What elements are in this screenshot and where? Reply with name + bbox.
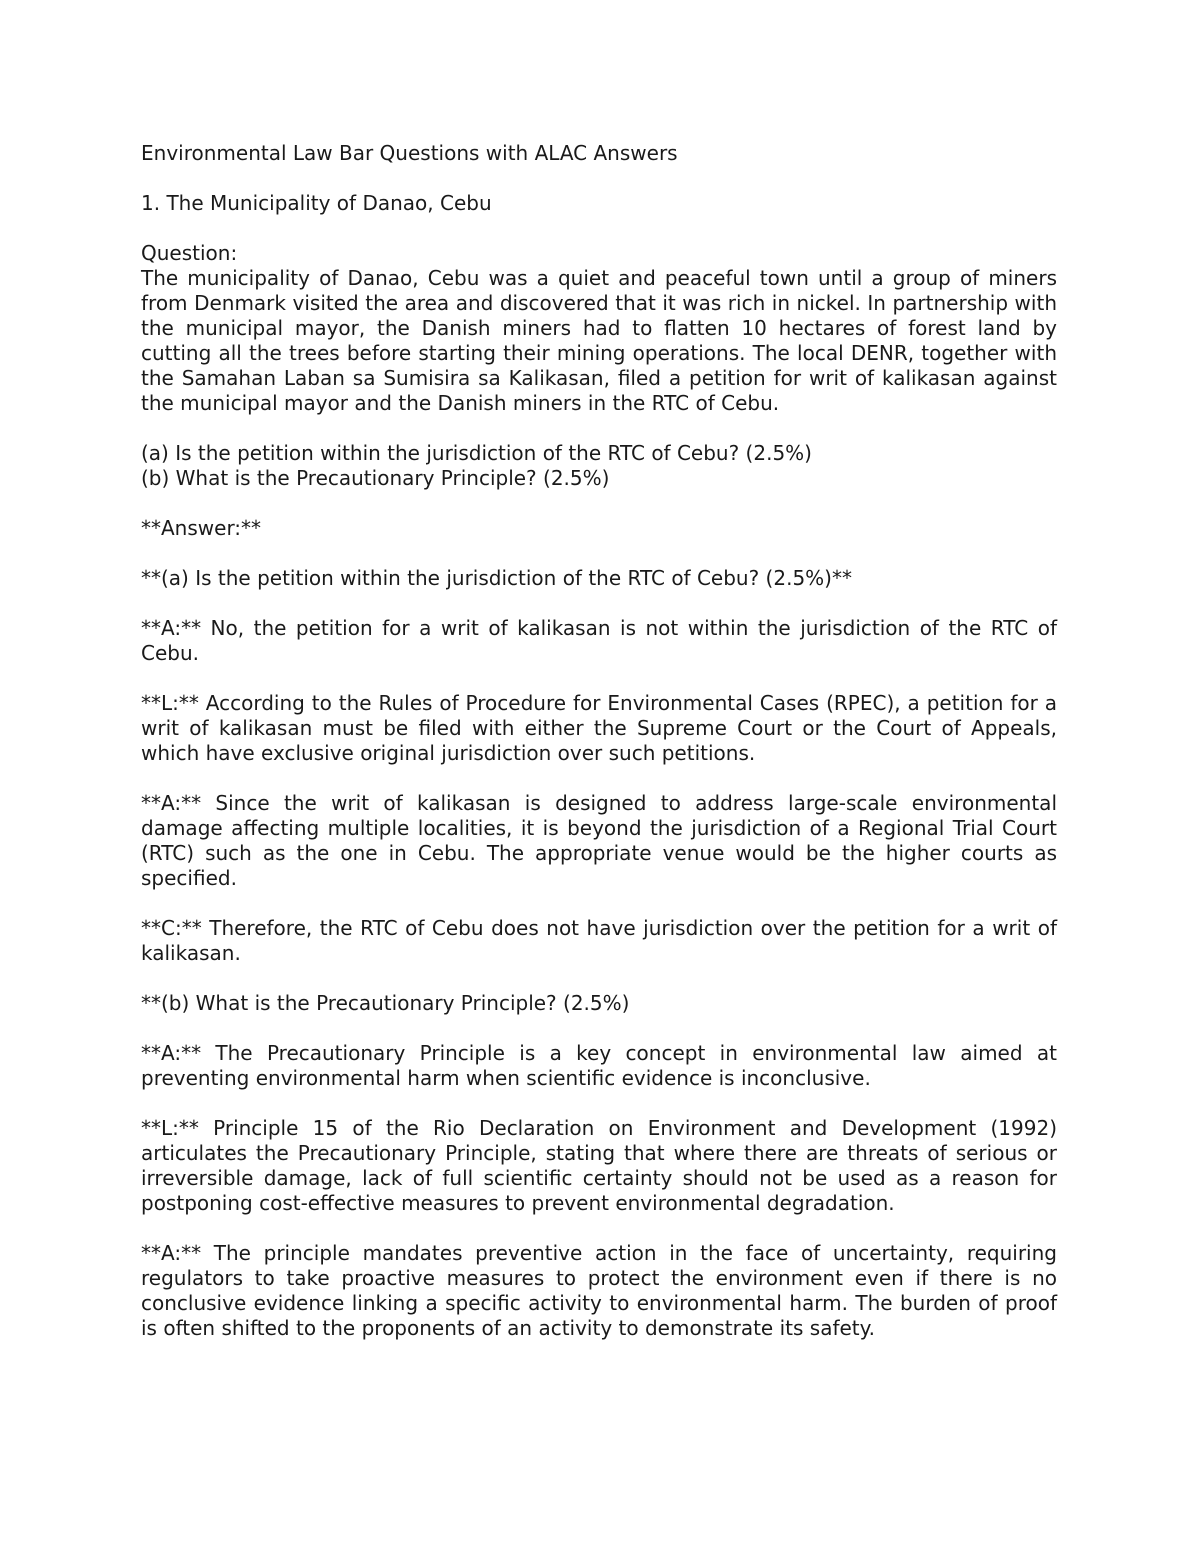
document-page	[141, 141, 1057, 1341]
answer-b-application-2: **A:** The principle mandates preventive action in the face of uncertainty, requiring regulators to take proactive measures to protect the environment even if there is no conclusive evidence linking a specific activity to environmental harm. The burden of proof is often shifted to the proponents of an activity to demonstrate its safety.	[141, 1241, 1057, 1340]
section-heading: 1. The Municipality of Danao, Cebu	[141, 191, 492, 215]
answer-b-application-1: **A:** The Precautionary Principle is a key concept in environmental law aimed at preventing environmental harm when scientific evidence is inconclusive.	[141, 1041, 1057, 1090]
answer-a-heading: **(a) Is the petition within the jurisdiction of the RTC of Cebu? (2.5%)**	[141, 566, 852, 590]
answer-a-law: **L:** According to the Rules of Procedure for Environmental Cases (RPEC), a petition for a writ of kalikasan must be filed with either the Supreme Court or the Court of Appeals, which have exclusive original jurisdiction over such petitions.	[141, 691, 1057, 765]
answer-b-heading: **(b) What is the Precautionary Principle? (2.5%)	[141, 991, 630, 1015]
sub-question-b: (b) What is the Precautionary Principle? (2.5%)	[141, 466, 610, 490]
question-paragraph: The municipality of Danao, Cebu was a quiet and peaceful town until a group of miners from Denmark visited the area and discovered that it was rich in nickel. In partnership with the municipal mayor, the Danish miners had to flatten 10 hectares of forest land by cutting all the trees before starting their mining operations. The local DENR, together with the Samahan Laban sa Sumisira sa Kalikasan, filed a petition for writ of kalikasan against the municipal mayor and the Danish miners in the RTC of Cebu.	[141, 266, 1057, 415]
answer-a-application-2: **A:** Since the writ of kalikasan is designed to address large-scale environmental damage affecting multiple localities, it is beyond the jurisdiction of a Regional Trial Court (RTC) such as the one in Cebu. The appropriate venue would be the higher courts as specified.	[141, 791, 1057, 890]
document-title: Environmental Law Bar Questions with ALAC Answers	[141, 141, 678, 165]
answer-b-law: **L:** Principle 15 of the Rio Declaration on Environment and Development (1992) articulates the Precautionary Principle, stating that where there are threats of serious or irreversible damage, lack of full scientific certainty should not be used as a reason for postponing cost-effective measures to prevent environmental degradation.	[141, 1116, 1057, 1215]
answer-a-conclusion: **C:** Therefore, the RTC of Cebu does not have jurisdiction over the petition for a writ of kalikasan.	[141, 916, 1057, 965]
answer-label: **Answer:**	[141, 516, 262, 540]
question-label: Question:	[141, 241, 238, 265]
answer-a-application-1: **A:** No, the petition for a writ of kalikasan is not within the jurisdiction of the RTC of Cebu.	[141, 616, 1057, 665]
sub-question-a: (a) Is the petition within the jurisdiction of the RTC of Cebu? (2.5%)	[141, 441, 812, 465]
